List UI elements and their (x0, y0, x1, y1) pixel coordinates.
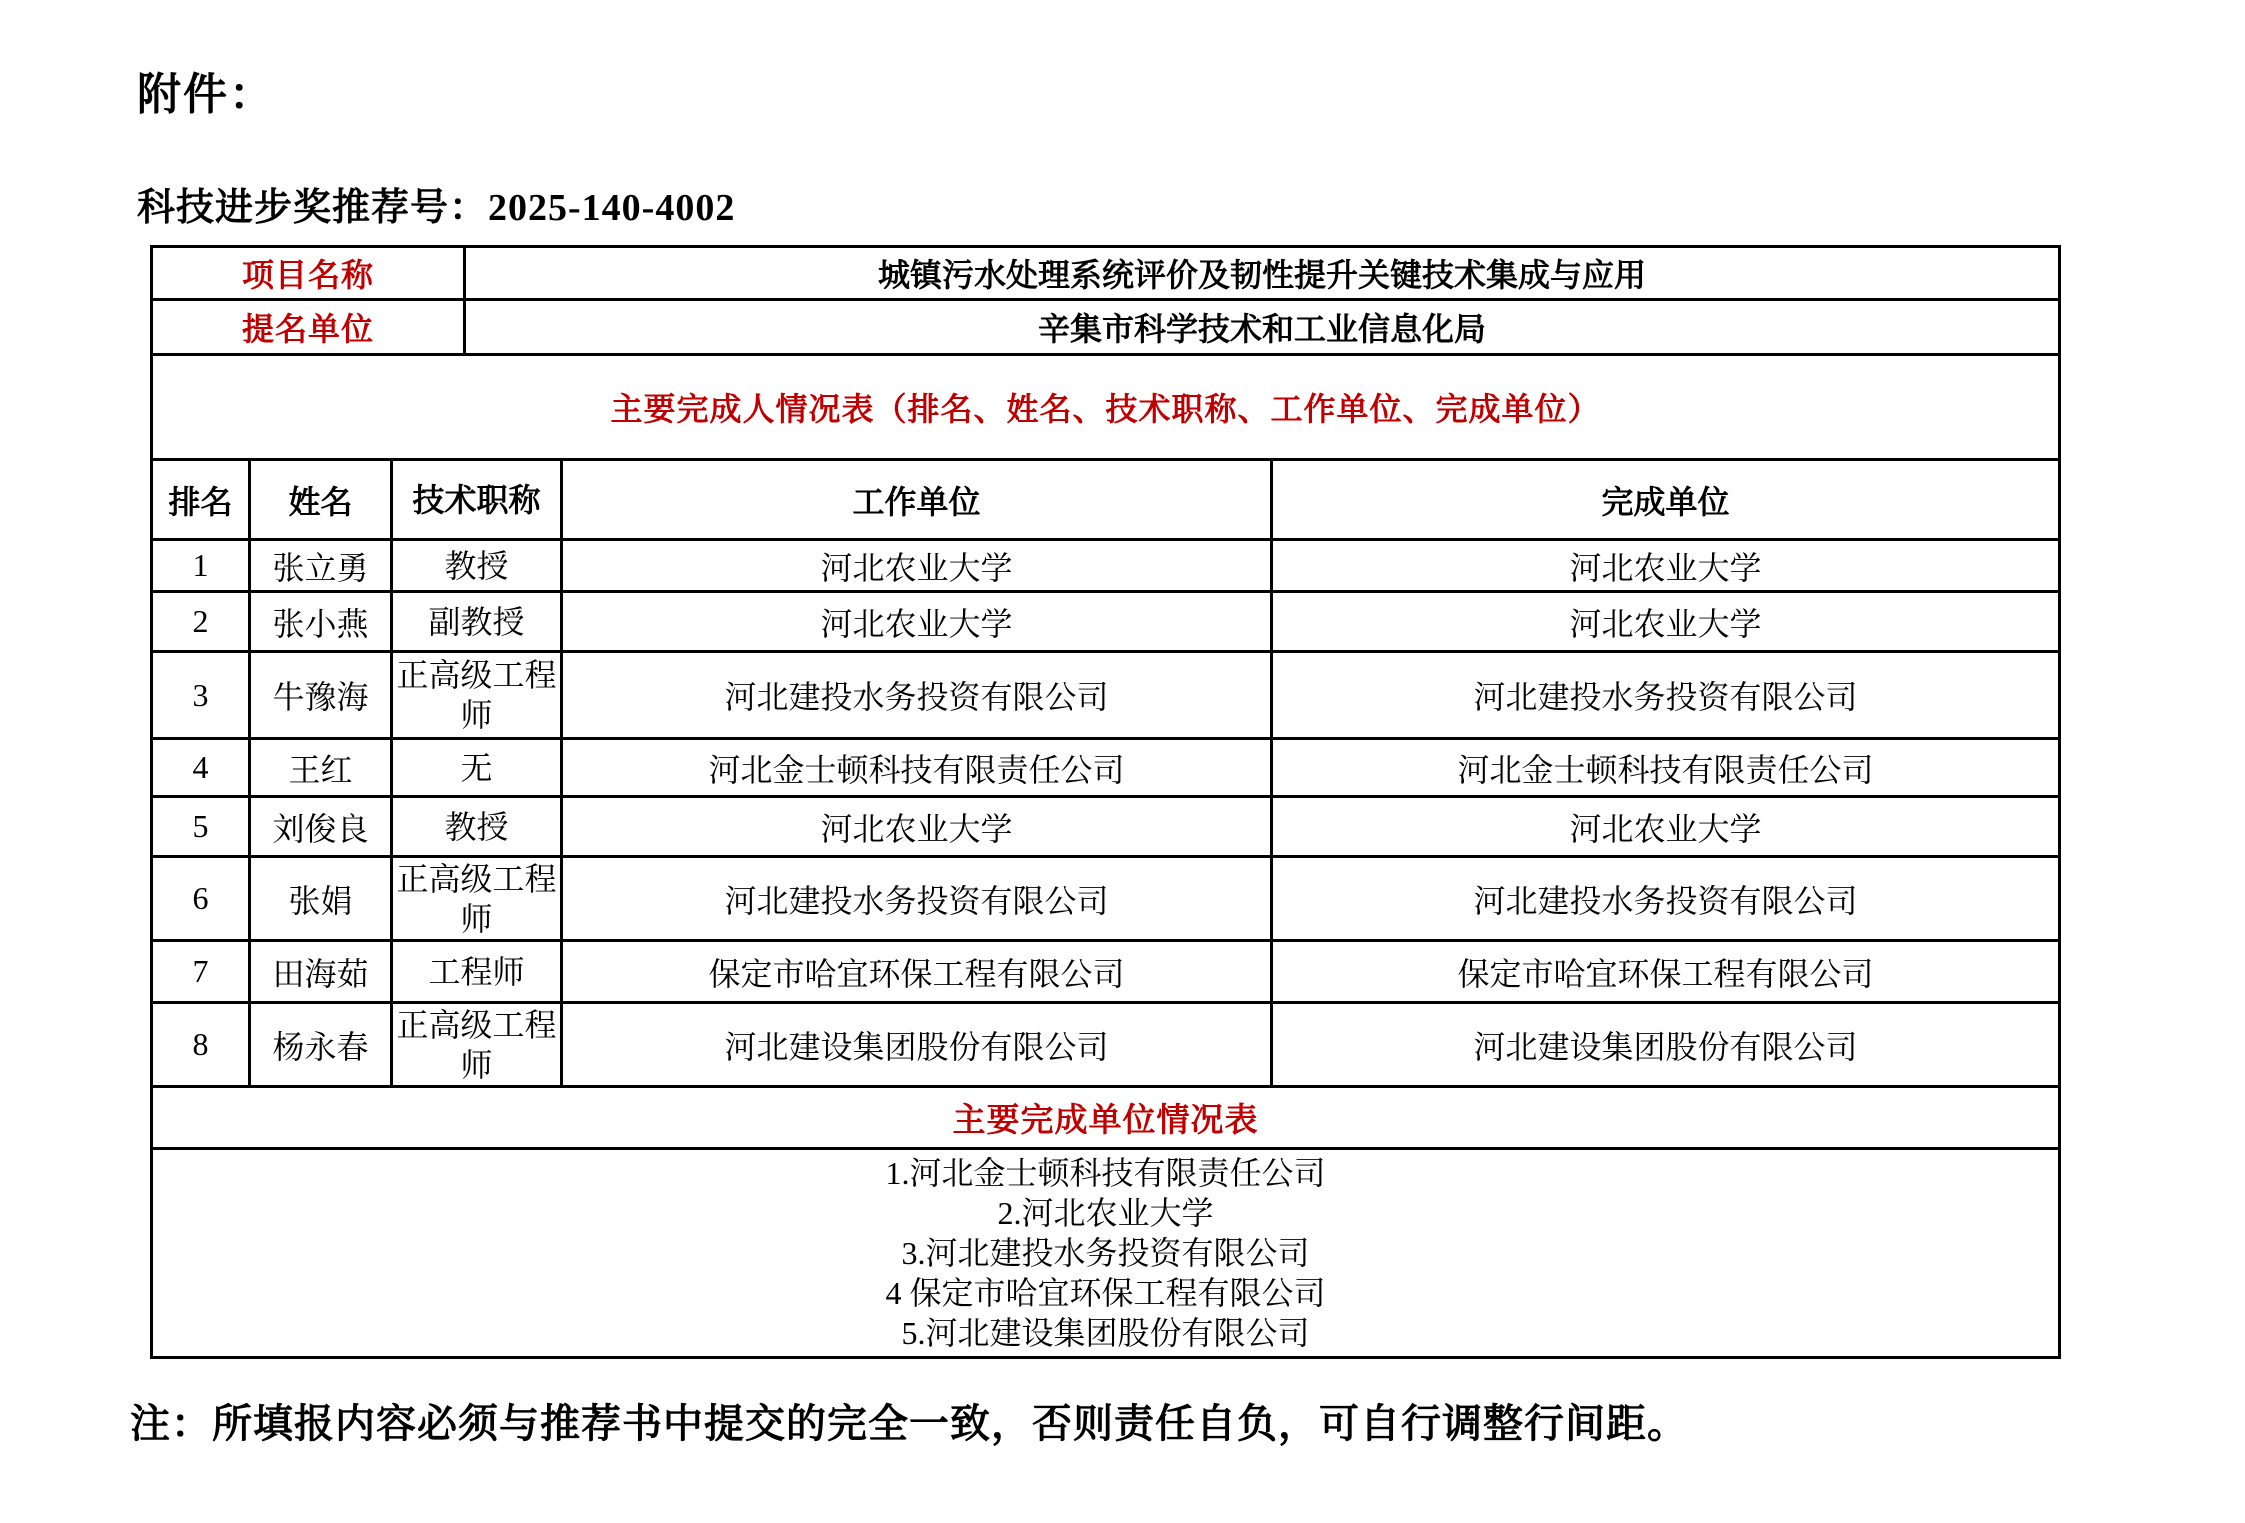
column-header-title: 技术职称 (392, 460, 562, 540)
work-unit-cell: 河北建设集团股份有限公司 (562, 1003, 1272, 1087)
contributor-row (152, 1003, 2060, 1087)
rank-cell: 4 (152, 739, 250, 797)
work-unit-cell: 保定市哈宜环保工程有限公司 (562, 941, 1272, 1003)
footer-note: 注：所填报内容必须与推荐书中提交的完全一致，否则责任自负，可自行调整行间距。 (130, 1401, 1688, 1446)
project-name-value: 城镇污水处理系统评价及韧性提升关键技术集成与应用 (465, 247, 2060, 300)
attachment-heading: 附件： (137, 70, 275, 119)
contributors-banner: 主要完成人情况表（排名、姓名、技术职称、工作单位、完成单位） (152, 355, 2060, 460)
units-banner-row (152, 1087, 2060, 1149)
rank-cell: 6 (152, 857, 250, 941)
completion-unit-item: 2.河北农业大学 (997, 1195, 1214, 1231)
name-cell: 刘俊良 (250, 797, 392, 857)
rank-cell: 7 (152, 941, 250, 1003)
work-unit-cell: 河北建投水务投资有限公司 (562, 652, 1272, 739)
title-cell: 工程师 (392, 941, 562, 1003)
title-cell: 无 (392, 739, 562, 797)
completion-unit-cell: 河北农业大学 (1272, 592, 2060, 652)
title-cell: 教授 (392, 540, 562, 592)
name-cell: 张小燕 (250, 592, 392, 652)
column-header-work-unit: 工作单位 (562, 460, 1272, 540)
project-name-label: 项目名称 (152, 247, 465, 300)
contributor-row (152, 540, 2060, 592)
work-unit-cell: 河北农业大学 (562, 540, 1272, 592)
contributor-row (152, 652, 2060, 739)
completion-unit-cell: 保定市哈宜环保工程有限公司 (1272, 941, 2060, 1003)
name-cell: 牛豫海 (250, 652, 392, 739)
completion-unit-cell: 河北农业大学 (1272, 540, 2060, 592)
work-unit-cell: 河北金士顿科技有限责任公司 (562, 739, 1272, 797)
contributor-row (152, 857, 2060, 941)
completion-units-cell (152, 1149, 2060, 1358)
completion-unit-cell: 河北建投水务投资有限公司 (1272, 652, 2060, 739)
rank-cell: 5 (152, 797, 250, 857)
title-cell: 副教授 (392, 592, 562, 652)
title-cell: 正高级工程师 (392, 1003, 562, 1087)
title-cell: 正高级工程师 (392, 652, 562, 739)
completion-unit-cell: 河北农业大学 (1272, 797, 2060, 857)
completion-unit-cell: 河北金士顿科技有限责任公司 (1272, 739, 2060, 797)
work-unit-cell: 河北农业大学 (562, 797, 1272, 857)
completion-unit-item: 1.河北金士顿科技有限责任公司 (885, 1155, 1326, 1191)
contributor-row (152, 797, 2060, 857)
name-cell: 张娟 (250, 857, 392, 941)
title-cell: 教授 (392, 797, 562, 857)
title-cell: 正高级工程师 (392, 857, 562, 941)
work-unit-cell: 河北建投水务投资有限公司 (562, 857, 1272, 941)
work-unit-cell: 河北农业大学 (562, 592, 1272, 652)
contributor-row (152, 739, 2060, 797)
award-form-table (150, 245, 2061, 1359)
rank-cell: 2 (152, 592, 250, 652)
award-recommendation-number: 2025-140-4002 (488, 187, 736, 229)
rank-cell: 8 (152, 1003, 250, 1087)
name-cell: 杨永春 (250, 1003, 392, 1087)
contributors-banner-row (152, 355, 2060, 460)
project-name-row (152, 247, 2060, 300)
contributors-header-row (152, 460, 2060, 540)
rank-cell: 3 (152, 652, 250, 739)
completion-unit-item: 3.河北建投水务投资有限公司 (901, 1235, 1310, 1271)
completion-units-row (152, 1149, 2060, 1358)
name-cell: 王红 (250, 739, 392, 797)
completion-unit-item: 5.河北建设集团股份有限公司 (901, 1315, 1310, 1351)
award-recommendation-label: 科技进步奖推荐号： (137, 187, 489, 229)
column-header-completion-unit: 完成单位 (1272, 460, 2060, 540)
contributor-row (152, 592, 2060, 652)
units-banner: 主要完成单位情况表 (152, 1087, 2060, 1149)
completion-unit-item: 4 保定市哈宜环保工程有限公司 (885, 1275, 1326, 1311)
name-cell: 张立勇 (250, 540, 392, 592)
contributor-row (152, 941, 2060, 1003)
column-header-name: 姓名 (250, 460, 392, 540)
name-cell: 田海茹 (250, 941, 392, 1003)
nominating-unit-value: 辛集市科学技术和工业信息化局 (465, 300, 2060, 355)
completion-unit-cell: 河北建设集团股份有限公司 (1272, 1003, 2060, 1087)
nominating-unit-row (152, 300, 2060, 355)
column-header-rank: 排名 (152, 460, 250, 540)
rank-cell: 1 (152, 540, 250, 592)
award-recommendation-line (137, 176, 735, 231)
completion-unit-cell: 河北建投水务投资有限公司 (1272, 857, 2060, 941)
nominating-unit-label: 提名单位 (152, 300, 465, 355)
